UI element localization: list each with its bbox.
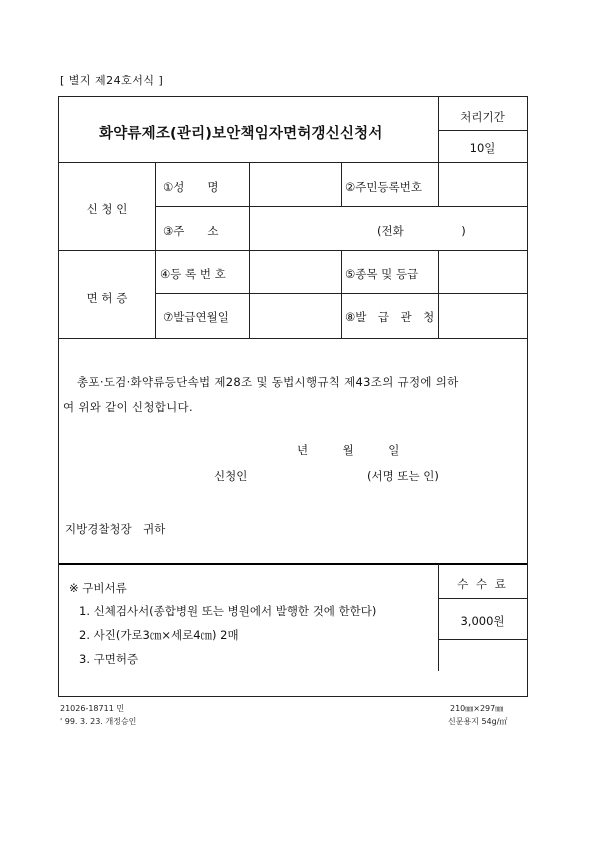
- grade-field[interactable]: [439, 251, 527, 292]
- phone-label: (전화 ): [377, 224, 466, 238]
- divider: [341, 162, 342, 206]
- license-section-label: 면 허 증: [86, 291, 128, 305]
- form-frame: [58, 96, 528, 697]
- rrn-field[interactable]: [439, 163, 527, 205]
- document-item: 3. 구면허증: [79, 652, 139, 666]
- reg-no-label: ④등 록 번 호: [160, 267, 226, 281]
- name-field[interactable]: [250, 163, 340, 205]
- approval-note: ' 99. 3. 23. 개정승인: [60, 717, 137, 726]
- fee-label: 수 수 료: [457, 577, 508, 591]
- declaration-line-1: 총포·도검·화약류등단속법 제28조 및 동법시행규칙 제43조의 규정에 의하: [77, 375, 459, 389]
- issuer-field[interactable]: [439, 294, 527, 337]
- issuer-label: ⑧발 급 관 청: [345, 310, 435, 324]
- addressee: 지방경찰청장 귀하: [65, 522, 166, 536]
- documents-heading: ※ 구비서류: [69, 581, 127, 595]
- declaration-line-2: 여 위와 같이 신청합니다.: [63, 400, 193, 414]
- form-label: [ 별지 제24호서식 ]: [60, 74, 164, 87]
- issue-date-field[interactable]: [250, 294, 340, 337]
- address-label: ③주 소: [163, 224, 219, 238]
- divider: [438, 639, 527, 640]
- issue-date-label: ⑦발급연월일: [163, 310, 229, 324]
- rrn-label: ②주민등록번호: [345, 180, 422, 194]
- divider: [155, 162, 156, 338]
- paper-type: 신문용지 54g/㎡: [448, 717, 508, 726]
- reg-no-field[interactable]: [250, 251, 340, 292]
- form-code: 21026-18711 민: [60, 704, 125, 713]
- divider: [438, 598, 527, 599]
- applicant-sign-label: 신청인: [214, 469, 248, 483]
- page-title: 화약류제조(관리)보안책임자면허갱신신청서: [99, 126, 383, 142]
- processing-label: 처리기간: [460, 110, 505, 124]
- document-item: 2. 사진(가로3㎝×세로4㎝) 2매: [79, 628, 239, 642]
- grade-label: ⑤종목 및 등급: [345, 267, 419, 281]
- divider: [438, 130, 527, 131]
- name-label: ①성 명: [163, 180, 219, 194]
- document-item: 1. 신체검사서(종합병원 또는 병원에서 발행한 것에 한한다): [79, 604, 377, 618]
- applicant-section-label: 신 청 인: [86, 202, 128, 216]
- divider: [341, 250, 342, 338]
- applicant-sign-field[interactable]: [259, 463, 359, 485]
- processing-value: 10일: [469, 141, 496, 155]
- paper-size: 210㎜×297㎜: [450, 704, 504, 713]
- divider: [59, 338, 527, 339]
- divider: [59, 563, 527, 565]
- fee-value: 3,000원: [460, 614, 505, 628]
- date-line: 년 월 일: [297, 443, 400, 457]
- signature-label: (서명 또는 인): [367, 469, 439, 483]
